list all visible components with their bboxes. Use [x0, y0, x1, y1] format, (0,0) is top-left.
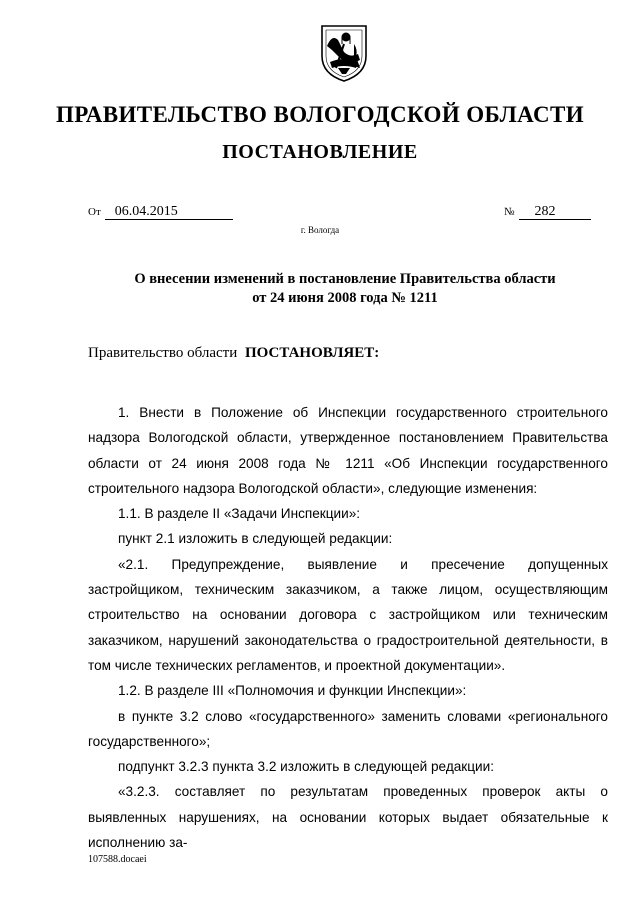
body-paragraph: 1. Внести в Положение об Инспекции государственного строительного надзора Вологодской области, утвержденное постановлением Правительства области от 24 июня 2008 года № 1211 «Об Инспекции государственного строительного надзора Вологодской области», следующие изменения: [88, 405, 608, 496]
body-paragraph: 1.2. В разделе III «Полномочия и функции Инспекции»: [118, 683, 467, 699]
preamble-lead: Правительство области [88, 345, 238, 361]
date-label: От [88, 206, 101, 218]
preamble-decree: ПОСТАНОВЛЯЕТ: [244, 345, 380, 361]
organization-title: ПРАВИТЕЛЬСТВО ВОЛОГОДСКОЙ ОБЛАСТИ [55, 102, 585, 127]
number-label: № [504, 206, 515, 218]
subject-line: О внесении изменений в постановление Правительства области [134, 271, 556, 287]
document-date [88, 204, 233, 220]
document-subject [0, 270, 640, 308]
date-value: 06.04.2015 [105, 204, 233, 220]
city-label: г. Вологда [300, 225, 340, 235]
body-paragraph: подпункт 3.2.3 пункта 3.2 изложить в следующей редакции: [118, 759, 495, 775]
document-body [88, 400, 608, 855]
body-paragraph: пункт 2.1 изложить в следующей редакции: [118, 531, 393, 547]
document-number [504, 204, 591, 220]
body-paragraph: в пункте 3.2 слово «государственного» заменить словами «регионального государственного»; [88, 708, 608, 749]
body-paragraph: 1.1. В разделе II «Задачи Инспекции»: [118, 506, 361, 522]
number-value: 282 [519, 204, 591, 220]
subject-line: от 24 июня 2008 года № 1211 [252, 290, 438, 306]
preamble [88, 345, 379, 362]
vologda-coat-of-arms-icon [318, 22, 370, 84]
body-paragraph: «2.1. Предупреждение, выявление и пресечение допущенных застройщиком, техническим заказчиком, а также лицом, осуществляющим строительство на основании договора с застройщиком или техническим заказчиком, нарушений законодательства о градостроительной деятельности, в том числе технических регламентов, и проектной документации». [88, 556, 608, 673]
file-code: 107588.docaei [88, 854, 147, 865]
document-type-title: ПОСТАНОВЛЕНИЕ [222, 141, 418, 163]
body-paragraph: «3.2.3. составляет по результатам проведенных проверок акты о выявленных нарушениях, на основании которых выдает обязательные к исполнению за- [88, 784, 608, 851]
